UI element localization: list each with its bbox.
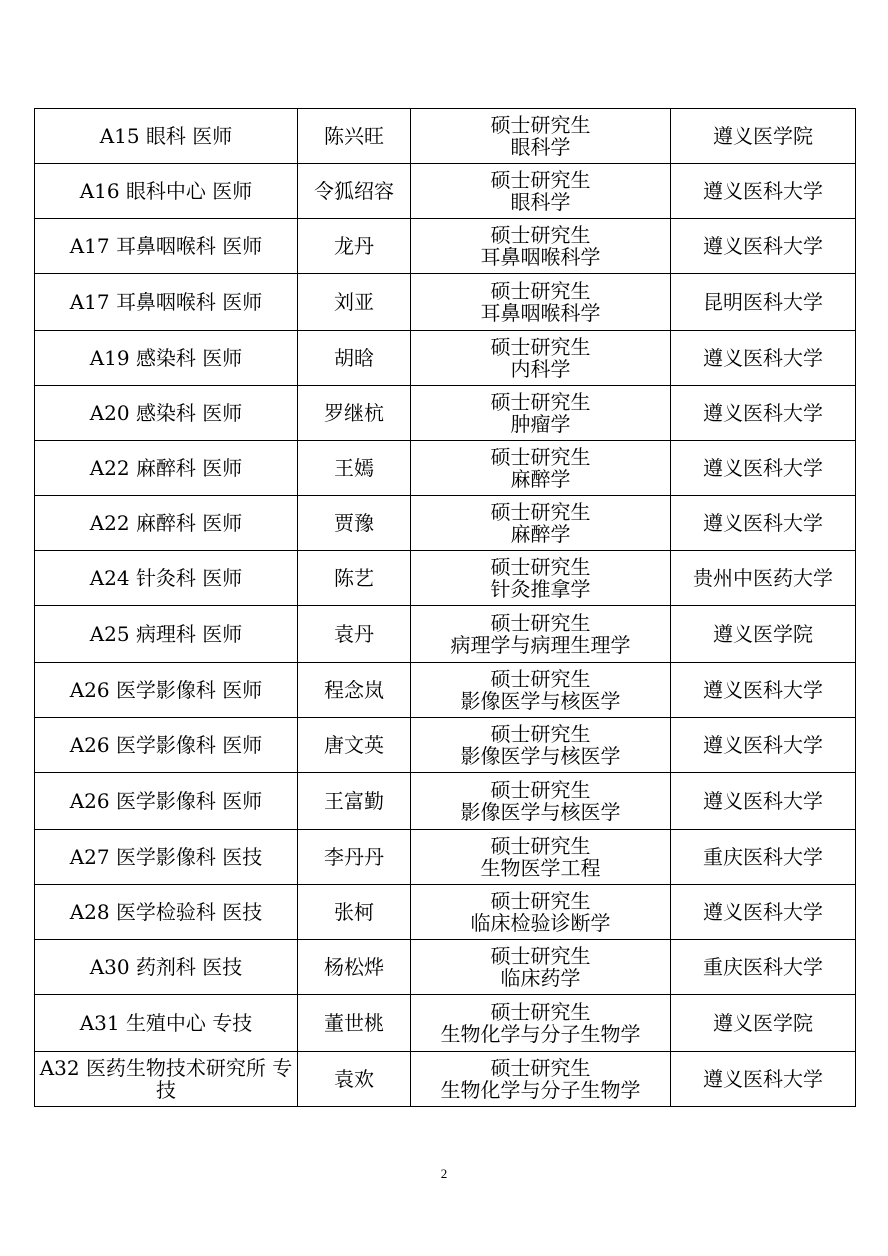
school-cell: 重庆医科大学: [671, 830, 856, 885]
table-row: [35, 606, 856, 663]
school-cell: 遵义医科大学: [671, 663, 856, 718]
table-row: [35, 1052, 856, 1107]
degree-text: 硕士研究生: [490, 335, 591, 359]
school-cell: 遵义医科大学: [671, 885, 856, 940]
table-row: [35, 164, 856, 219]
education-cell: [411, 441, 671, 496]
degree-text: 硕士研究生: [490, 834, 591, 858]
education-cell: [411, 551, 671, 606]
degree-text: 硕士研究生: [490, 944, 591, 968]
roster-table: [34, 108, 856, 1107]
table-row: [35, 274, 856, 331]
major-text: 生物化学与分子生物学: [440, 1078, 641, 1102]
name-cell: 刘亚: [298, 274, 411, 331]
education-cell: [411, 109, 671, 164]
school-cell: 遵义医学院: [671, 109, 856, 164]
name-cell: 董世桃: [298, 995, 411, 1052]
degree-text: 硕士研究生: [490, 667, 591, 691]
school-cell: 遵义医科大学: [671, 718, 856, 773]
position-cell: A15 眼科 医师: [35, 109, 298, 164]
position-cell: A17 耳鼻咽喉科 医师: [35, 274, 298, 331]
name-cell: 袁欢: [298, 1052, 411, 1107]
name-cell: 唐文英: [298, 718, 411, 773]
degree-text: 硕士研究生: [490, 390, 591, 414]
major-text: 针灸推拿学: [490, 577, 591, 601]
name-cell: 王嫣: [298, 441, 411, 496]
education-cell: [411, 219, 671, 274]
major-text: 病理学与病理生理学: [450, 633, 631, 657]
name-cell: 罗继杭: [298, 386, 411, 441]
table-row: [35, 663, 856, 718]
table-row: [35, 386, 856, 441]
position-cell: A26 医学影像科 医师: [35, 773, 298, 830]
position-cell: A32 医药生物技术研究所 专技: [35, 1052, 298, 1107]
school-cell: 贵州中医药大学: [671, 551, 856, 606]
education-cell: [411, 164, 671, 219]
position-cell: A25 病理科 医师: [35, 606, 298, 663]
name-cell: 袁丹: [298, 606, 411, 663]
position-cell: A22 麻醉科 医师: [35, 496, 298, 551]
major-text: 肿瘤学: [510, 412, 571, 436]
table-row: [35, 551, 856, 606]
school-cell: 遵义医科大学: [671, 773, 856, 830]
position-cell: A19 感染科 医师: [35, 331, 298, 386]
position-cell: A16 眼科中心 医师: [35, 164, 298, 219]
degree-text: 硕士研究生: [490, 113, 591, 137]
degree-text: 硕士研究生: [490, 611, 591, 635]
name-cell: 贾豫: [298, 496, 411, 551]
major-text: 影像医学与核医学: [460, 689, 621, 713]
position-cell: A31 生殖中心 专技: [35, 995, 298, 1052]
table-row: [35, 109, 856, 164]
degree-text: 硕士研究生: [490, 168, 591, 192]
degree-text: 硕士研究生: [490, 889, 591, 913]
education-cell: [411, 773, 671, 830]
school-cell: 遵义医科大学: [671, 219, 856, 274]
name-cell: 程念岚: [298, 663, 411, 718]
table-row: [35, 718, 856, 773]
degree-text: 硕士研究生: [490, 500, 591, 524]
major-text: 麻醉学: [510, 522, 571, 546]
education-cell: [411, 830, 671, 885]
school-cell: 遵义医科大学: [671, 441, 856, 496]
position-cell: A27 医学影像科 医技: [35, 830, 298, 885]
position-cell: A28 医学检验科 医技: [35, 885, 298, 940]
major-text: 耳鼻咽喉科学: [480, 245, 601, 269]
position-cell: A20 感染科 医师: [35, 386, 298, 441]
major-text: 麻醉学: [510, 467, 571, 491]
school-cell: 遵义医科大学: [671, 386, 856, 441]
name-cell: 王富勤: [298, 773, 411, 830]
major-text: 影像医学与核医学: [460, 800, 621, 824]
school-cell: 重庆医科大学: [671, 940, 856, 995]
degree-text: 硕士研究生: [490, 555, 591, 579]
position-cell: A26 医学影像科 医师: [35, 718, 298, 773]
name-cell: 张柯: [298, 885, 411, 940]
major-text: 耳鼻咽喉科学: [480, 301, 601, 325]
major-text: 影像医学与核医学: [460, 744, 621, 768]
education-cell: [411, 331, 671, 386]
page-number: 2: [440, 1166, 448, 1181]
school-cell: 遵义医科大学: [671, 1052, 856, 1107]
degree-text: 硕士研究生: [490, 1056, 591, 1080]
education-cell: [411, 718, 671, 773]
degree-text: 硕士研究生: [490, 223, 591, 247]
major-text: 临床药学: [500, 966, 581, 990]
education-cell: [411, 386, 671, 441]
major-text: 临床检验诊断学: [470, 911, 611, 935]
degree-text: 硕士研究生: [490, 778, 591, 802]
school-cell: 遵义医科大学: [671, 164, 856, 219]
table-row: [35, 773, 856, 830]
major-text: 眼科学: [510, 190, 571, 214]
position-cell: A30 药剂科 医技: [35, 940, 298, 995]
education-cell: [411, 1052, 671, 1107]
school-cell: 昆明医科大学: [671, 274, 856, 331]
school-cell: 遵义医科大学: [671, 496, 856, 551]
table-row: [35, 885, 856, 940]
table-row: [35, 940, 856, 995]
major-text: 眼科学: [510, 135, 571, 159]
name-cell: 杨松烨: [298, 940, 411, 995]
school-cell: 遵义医科大学: [671, 331, 856, 386]
position-cell: A17 耳鼻咽喉科 医师: [35, 219, 298, 274]
school-cell: 遵义医学院: [671, 995, 856, 1052]
table-row: [35, 441, 856, 496]
name-cell: 胡晗: [298, 331, 411, 386]
table-row: [35, 496, 856, 551]
school-cell: 遵义医学院: [671, 606, 856, 663]
education-cell: [411, 885, 671, 940]
name-cell: 李丹丹: [298, 830, 411, 885]
roster-body: [35, 109, 856, 1107]
education-cell: [411, 274, 671, 331]
degree-text: 硕士研究生: [490, 1000, 591, 1024]
degree-text: 硕士研究生: [490, 445, 591, 469]
education-cell: [411, 496, 671, 551]
major-text: 内科学: [510, 357, 571, 381]
table-row: [35, 219, 856, 274]
position-cell: A22 麻醉科 医师: [35, 441, 298, 496]
name-cell: 陈兴旺: [298, 109, 411, 164]
position-cell: A24 针灸科 医师: [35, 551, 298, 606]
name-cell: 陈艺: [298, 551, 411, 606]
education-cell: [411, 663, 671, 718]
name-cell: 令狐绍容: [298, 164, 411, 219]
table-row: [35, 995, 856, 1052]
degree-text: 硕士研究生: [490, 279, 591, 303]
education-cell: [411, 940, 671, 995]
position-cell: A26 医学影像科 医师: [35, 663, 298, 718]
major-text: 生物医学工程: [480, 856, 601, 880]
education-cell: [411, 606, 671, 663]
name-cell: 龙丹: [298, 219, 411, 274]
table-row: [35, 331, 856, 386]
table-row: [35, 830, 856, 885]
major-text: 生物化学与分子生物学: [440, 1022, 641, 1046]
degree-text: 硕士研究生: [490, 722, 591, 746]
education-cell: [411, 995, 671, 1052]
